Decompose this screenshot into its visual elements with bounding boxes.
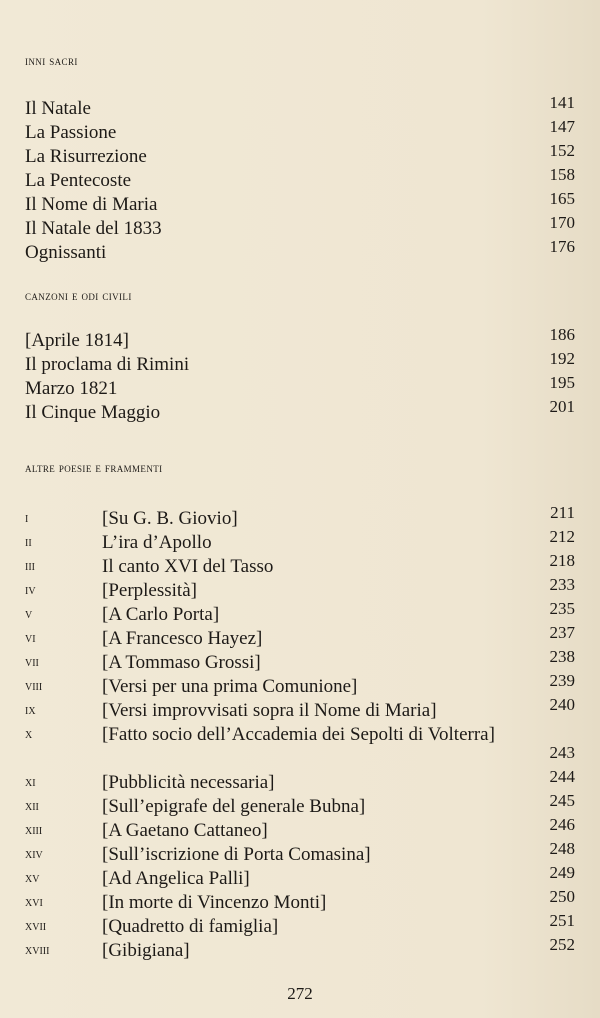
- entry-number: vi: [25, 631, 36, 646]
- section-heading-canzoni: canzoni e odi civili: [25, 288, 132, 303]
- entry-number: iv: [25, 583, 36, 598]
- entry-page: 246: [549, 815, 575, 834]
- entry-title: [Versi per una prima Comunione]: [102, 676, 358, 697]
- entry-title: Il Natale del 1833: [25, 218, 162, 239]
- entry-page: 218: [549, 551, 575, 570]
- entry-number: xi: [25, 775, 36, 790]
- entry-title: [Sull’iscrizione di Porta Comasina]: [102, 844, 371, 865]
- toc-entry: [25, 325, 575, 353]
- toc-entry: [25, 791, 575, 819]
- toc-entry: [25, 93, 575, 121]
- page-number: 272: [287, 984, 313, 1003]
- entry-number: xviii: [25, 943, 50, 958]
- toc-entry: [25, 695, 575, 723]
- entry-number: vii: [25, 655, 39, 670]
- entry-title: La Risurrezione: [25, 146, 147, 167]
- entry-page: 238: [549, 647, 575, 666]
- entry-title: Il Natale: [25, 98, 91, 119]
- entry-title: [Pubblicità necessaria]: [102, 772, 275, 793]
- entry-page: 252: [549, 935, 575, 954]
- entry-page: 186: [549, 325, 575, 344]
- entry-title: [Su G. B. Giovio]: [102, 508, 238, 529]
- entry-page: 201: [549, 397, 575, 416]
- toc-entry: [25, 117, 575, 145]
- entry-title: La Passione: [25, 122, 117, 143]
- toc-entry: [25, 551, 575, 579]
- entry-page: 249: [549, 863, 575, 882]
- toc-entry: [25, 887, 575, 915]
- entry-title: [Versi improvvisati sopra il Nome di Maria]: [102, 700, 437, 721]
- toc-entry: [25, 503, 575, 531]
- entry-title: [Quadretto di famiglia]: [102, 916, 279, 937]
- entry-page: 211: [550, 503, 575, 522]
- entry-title: [In morte di Vincenzo Monti]: [102, 892, 327, 913]
- entry-number: viii: [25, 679, 43, 694]
- entry-number: xvi: [25, 895, 43, 910]
- entry-page: 233: [549, 575, 575, 594]
- entry-number: ix: [25, 703, 36, 718]
- entry-title: [A Tommaso Grossi]: [102, 652, 261, 673]
- entry-page: 212: [549, 527, 575, 546]
- entry-page: 250: [549, 887, 575, 906]
- toc-entry: [25, 373, 575, 401]
- entry-number: ii: [25, 535, 32, 550]
- section-heading-altre-poesie: altre poesie e frammenti: [25, 460, 163, 475]
- entry-title: [A Carlo Porta]: [102, 604, 220, 625]
- toc-entry: [25, 863, 575, 891]
- toc-entry: [25, 767, 575, 795]
- toc-entry: [25, 189, 575, 217]
- entry-page: 152: [549, 141, 575, 160]
- toc-entry: [25, 671, 575, 699]
- toc-entry: [25, 815, 575, 843]
- toc-entry: [25, 623, 575, 651]
- toc-entry: [25, 237, 575, 265]
- entry-title: [Ad Angelica Palli]: [102, 868, 250, 889]
- entry-number: xv: [25, 871, 40, 886]
- entry-page: 192: [549, 349, 575, 368]
- toc-entry: [25, 575, 575, 603]
- entry-page: 248: [549, 839, 575, 858]
- entry-number: i: [25, 511, 29, 526]
- entry-title: [Gibigiana]: [102, 940, 190, 961]
- entry-title: [Sull’epigrafe del generale Bubna]: [102, 796, 366, 817]
- toc-entry: [25, 397, 575, 425]
- entry-number: v: [25, 607, 33, 622]
- entry-page: 244: [549, 767, 575, 786]
- entry-title: [Perplessità]: [102, 580, 197, 601]
- toc-entry: [25, 165, 575, 193]
- entry-page: 195: [549, 373, 575, 392]
- entry-title: Il Nome di Maria: [25, 194, 158, 215]
- entry-page: 243: [549, 743, 575, 762]
- entry-page: 239: [549, 671, 575, 690]
- toc-entry: [25, 527, 575, 555]
- entry-number: x: [25, 727, 33, 742]
- entry-page: 176: [549, 237, 575, 256]
- entry-title: Il canto XVI del Tasso: [102, 556, 274, 577]
- entry-page: 158: [549, 165, 575, 184]
- toc-entry: [25, 647, 575, 675]
- toc-entry: [25, 349, 575, 377]
- entry-title: [Fatto socio dell’Accademia dei Sepolti di Volterra]: [102, 724, 495, 745]
- entry-page: 165: [549, 189, 575, 208]
- entry-number: xii: [25, 799, 39, 814]
- entry-page: 235: [549, 599, 575, 618]
- toc-entry: [25, 599, 575, 627]
- toc-entry: [25, 839, 575, 867]
- entry-page: 141: [549, 93, 575, 112]
- entry-number: xvii: [25, 919, 47, 934]
- entry-number: xiii: [25, 823, 43, 838]
- entry-title: Il proclama di Rimini: [25, 354, 190, 375]
- toc-entry: [25, 723, 575, 771]
- entry-title: Il Cinque Maggio: [25, 402, 161, 423]
- entry-title: Ognissanti: [25, 242, 107, 263]
- section-heading-inni-sacri: inni sacri: [25, 53, 78, 68]
- toc-entry: [25, 213, 575, 241]
- entry-title: L’ira d’Apollo: [102, 532, 212, 553]
- entry-number: xiv: [25, 847, 43, 862]
- entry-page: 170: [549, 213, 575, 232]
- entry-page: 240: [549, 695, 575, 714]
- entry-title: [Aprile 1814]: [25, 330, 129, 351]
- entry-page: 237: [549, 623, 575, 642]
- entry-page: 147: [549, 117, 575, 136]
- entry-title: [A Francesco Hayez]: [102, 628, 263, 649]
- toc-entry: [25, 935, 575, 963]
- toc-entry: [25, 141, 575, 169]
- entry-title: [A Gaetano Cattaneo]: [102, 820, 268, 841]
- entry-page: 251: [549, 911, 575, 930]
- entry-title: Marzo 1821: [25, 378, 118, 399]
- toc-entry: [25, 911, 575, 939]
- entry-title: La Pentecoste: [25, 170, 132, 191]
- entry-page: 245: [549, 791, 575, 810]
- entry-number: iii: [25, 559, 35, 574]
